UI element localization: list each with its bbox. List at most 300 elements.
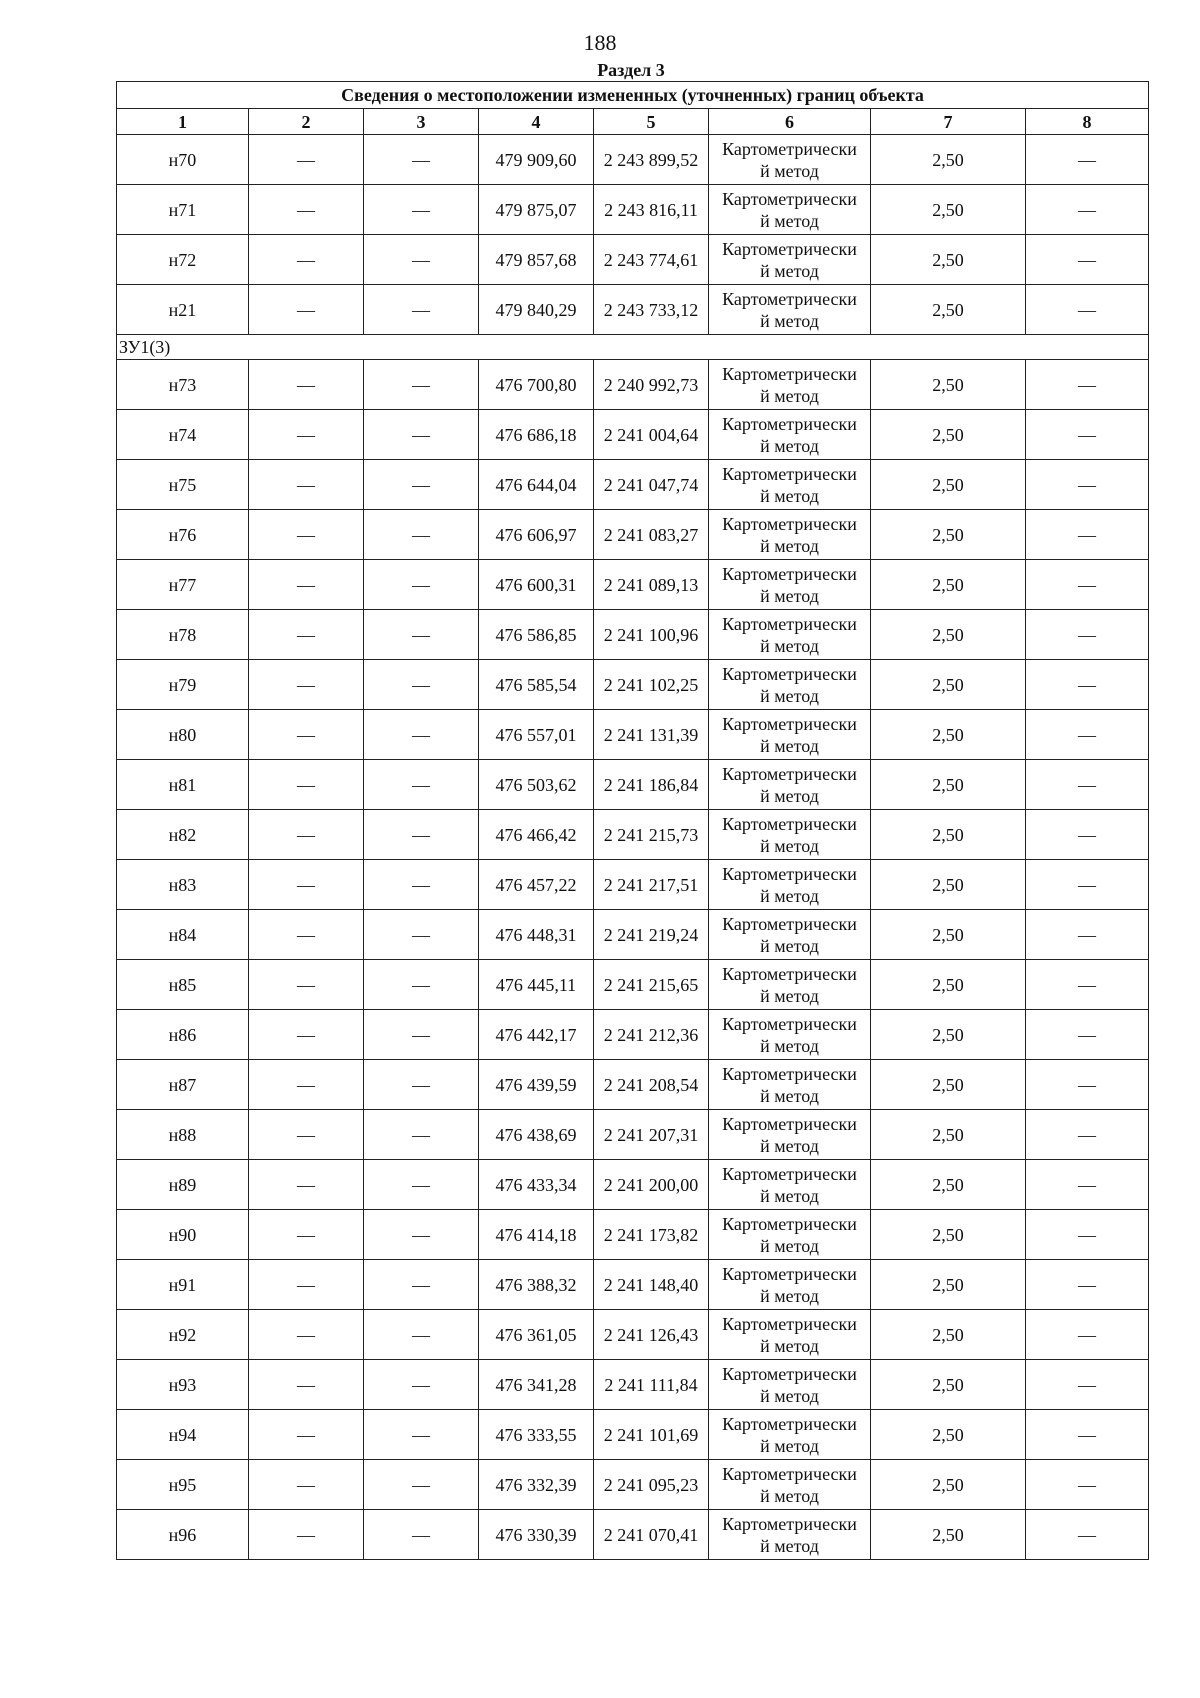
method-line: Картометрически	[722, 963, 857, 984]
method-line: й метод	[760, 435, 819, 456]
method-line: й метод	[760, 210, 819, 231]
table-row	[117, 510, 1149, 560]
empty-dash-cell: —	[1026, 1110, 1149, 1160]
empty-dash-cell: —	[249, 1210, 364, 1260]
empty-dash-cell: —	[249, 560, 364, 610]
method-cell	[709, 1210, 871, 1260]
method-cell	[709, 510, 871, 560]
method-cell	[709, 1360, 871, 1410]
empty-dash-cell: —	[1026, 960, 1149, 1010]
accuracy-cell: 2,50	[871, 1510, 1026, 1560]
table-row	[117, 1160, 1149, 1210]
method-line: Картометрически	[722, 1113, 857, 1134]
point-cell: н87	[117, 1060, 249, 1110]
x-coordinate-cell: 476 341,28	[479, 1360, 594, 1410]
method-line: й метод	[760, 1235, 819, 1256]
empty-dash-cell: —	[364, 710, 479, 760]
empty-dash-cell: —	[1026, 410, 1149, 460]
empty-dash-cell: —	[364, 410, 479, 460]
method-line: Картометрически	[722, 1263, 857, 1284]
y-coordinate-cell: 2 241 101,69	[594, 1410, 709, 1460]
empty-dash-cell: —	[249, 1060, 364, 1110]
empty-dash-cell: —	[1026, 860, 1149, 910]
method-cell	[709, 410, 871, 460]
point-cell: н89	[117, 1160, 249, 1210]
x-coordinate-cell: 476 466,42	[479, 810, 594, 860]
y-coordinate-cell: 2 241 148,40	[594, 1260, 709, 1310]
empty-dash-cell: —	[364, 1460, 479, 1510]
method-line: й метод	[760, 1435, 819, 1456]
y-coordinate-cell: 2 241 095,23	[594, 1460, 709, 1510]
column-number: 8	[1026, 109, 1149, 135]
empty-dash-cell: —	[249, 235, 364, 285]
x-coordinate-cell: 479 840,29	[479, 285, 594, 335]
table-row	[117, 1460, 1149, 1510]
method-cell	[709, 1060, 871, 1110]
table-row	[117, 660, 1149, 710]
empty-dash-cell: —	[1026, 135, 1149, 185]
empty-dash-cell: —	[1026, 1460, 1149, 1510]
accuracy-cell: 2,50	[871, 560, 1026, 610]
x-coordinate-cell: 476 700,80	[479, 360, 594, 410]
y-coordinate-cell: 2 240 992,73	[594, 360, 709, 410]
method-cell	[709, 1010, 871, 1060]
empty-dash-cell: —	[1026, 810, 1149, 860]
x-coordinate-cell: 476 388,32	[479, 1260, 594, 1310]
empty-dash-cell: —	[364, 1210, 479, 1260]
method-cell	[709, 560, 871, 610]
method-cell	[709, 135, 871, 185]
y-coordinate-cell: 2 241 070,41	[594, 1510, 709, 1560]
empty-dash-cell: —	[364, 1410, 479, 1460]
table-row	[117, 185, 1149, 235]
empty-dash-cell: —	[1026, 710, 1149, 760]
y-coordinate-cell: 2 241 212,36	[594, 1010, 709, 1060]
empty-dash-cell: —	[249, 1260, 364, 1310]
empty-dash-cell: —	[249, 135, 364, 185]
method-line: Картометрически	[722, 1163, 857, 1184]
y-coordinate-cell: 2 241 083,27	[594, 510, 709, 560]
method-line: Картометрически	[722, 1513, 857, 1534]
method-line: й метод	[760, 535, 819, 556]
accuracy-cell: 2,50	[871, 1260, 1026, 1310]
accuracy-cell: 2,50	[871, 1310, 1026, 1360]
method-cell	[709, 960, 871, 1010]
x-coordinate-cell: 476 600,31	[479, 560, 594, 610]
table-row	[117, 710, 1149, 760]
empty-dash-cell: —	[364, 460, 479, 510]
y-coordinate-cell: 2 241 173,82	[594, 1210, 709, 1260]
method-line: Картометрически	[722, 463, 857, 484]
method-line: Картометрически	[722, 913, 857, 934]
method-line: й метод	[760, 1535, 819, 1556]
accuracy-cell: 2,50	[871, 235, 1026, 285]
y-coordinate-cell: 2 241 215,65	[594, 960, 709, 1010]
method-line: Картометрически	[722, 563, 857, 584]
accuracy-cell: 2,50	[871, 610, 1026, 660]
point-cell: н78	[117, 610, 249, 660]
empty-dash-cell: —	[1026, 1160, 1149, 1210]
empty-dash-cell: —	[364, 1260, 479, 1310]
empty-dash-cell: —	[249, 860, 364, 910]
empty-dash-cell: —	[364, 910, 479, 960]
accuracy-cell: 2,50	[871, 760, 1026, 810]
point-cell: н21	[117, 285, 249, 335]
method-line: й метод	[760, 785, 819, 806]
method-line: Картометрически	[722, 1413, 857, 1434]
method-line: й метод	[760, 735, 819, 756]
method-cell	[709, 360, 871, 410]
empty-dash-cell: —	[1026, 1210, 1149, 1260]
y-coordinate-cell: 2 241 208,54	[594, 1060, 709, 1110]
x-coordinate-cell: 476 606,97	[479, 510, 594, 560]
empty-dash-cell: —	[249, 810, 364, 860]
point-cell: н83	[117, 860, 249, 910]
method-line: й метод	[760, 1385, 819, 1406]
method-cell	[709, 1110, 871, 1160]
table-caption: Сведения о местоположении измененных (уточненных) границ объекта	[117, 82, 1149, 109]
y-coordinate-cell: 2 241 186,84	[594, 760, 709, 810]
method-line: й метод	[760, 985, 819, 1006]
accuracy-cell: 2,50	[871, 285, 1026, 335]
accuracy-cell: 2,50	[871, 710, 1026, 760]
table-body	[117, 135, 1149, 1560]
method-line: й метод	[760, 685, 819, 706]
empty-dash-cell: —	[364, 610, 479, 660]
method-line: Картометрически	[722, 1063, 857, 1084]
y-coordinate-cell: 2 241 126,43	[594, 1310, 709, 1360]
x-coordinate-cell: 479 909,60	[479, 135, 594, 185]
x-coordinate-cell: 476 414,18	[479, 1210, 594, 1260]
empty-dash-cell: —	[249, 1410, 364, 1460]
accuracy-cell: 2,50	[871, 460, 1026, 510]
x-coordinate-cell: 476 433,34	[479, 1160, 594, 1210]
empty-dash-cell: —	[364, 285, 479, 335]
method-cell	[709, 810, 871, 860]
method-line: Картометрически	[722, 813, 857, 834]
accuracy-cell: 2,50	[871, 960, 1026, 1010]
y-coordinate-cell: 2 243 899,52	[594, 135, 709, 185]
point-cell: н88	[117, 1110, 249, 1160]
method-cell	[709, 760, 871, 810]
table-row	[117, 1110, 1149, 1160]
x-coordinate-cell: 476 686,18	[479, 410, 594, 460]
empty-dash-cell: —	[364, 560, 479, 610]
point-cell: н75	[117, 460, 249, 510]
column-number: 3	[364, 109, 479, 135]
point-cell: н94	[117, 1410, 249, 1460]
point-cell: н72	[117, 235, 249, 285]
accuracy-cell: 2,50	[871, 1160, 1026, 1210]
x-coordinate-cell: 476 557,01	[479, 710, 594, 760]
method-line: й метод	[760, 1285, 819, 1306]
column-number: 1	[117, 109, 249, 135]
y-coordinate-cell: 2 241 215,73	[594, 810, 709, 860]
method-line: й метод	[760, 1035, 819, 1056]
empty-dash-cell: —	[1026, 910, 1149, 960]
empty-dash-cell: —	[249, 910, 364, 960]
method-line: й метод	[760, 1485, 819, 1506]
empty-dash-cell: —	[364, 1010, 479, 1060]
empty-dash-cell: —	[249, 410, 364, 460]
column-number: 7	[871, 109, 1026, 135]
point-cell: н74	[117, 410, 249, 460]
table-row	[117, 285, 1149, 335]
point-cell: н96	[117, 1510, 249, 1560]
accuracy-cell: 2,50	[871, 660, 1026, 710]
empty-dash-cell: —	[364, 1360, 479, 1410]
method-line: й метод	[760, 160, 819, 181]
method-line: й метод	[760, 485, 819, 506]
table-row	[117, 1360, 1149, 1410]
table-row	[117, 760, 1149, 810]
method-line: й метод	[760, 385, 819, 406]
method-line: й метод	[760, 935, 819, 956]
y-coordinate-cell: 2 241 200,00	[594, 1160, 709, 1210]
table-row	[117, 960, 1149, 1010]
table-row	[117, 1010, 1149, 1060]
accuracy-cell: 2,50	[871, 860, 1026, 910]
group-label: ЗУ1(3)	[117, 335, 1149, 360]
method-cell	[709, 660, 871, 710]
empty-dash-cell: —	[1026, 560, 1149, 610]
method-line: й метод	[760, 310, 819, 331]
method-line: Картометрически	[722, 1013, 857, 1034]
empty-dash-cell: —	[249, 285, 364, 335]
method-cell	[709, 1160, 871, 1210]
x-coordinate-cell: 476 442,17	[479, 1010, 594, 1060]
accuracy-cell: 2,50	[871, 510, 1026, 560]
y-coordinate-cell: 2 241 102,25	[594, 660, 709, 710]
empty-dash-cell: —	[1026, 235, 1149, 285]
point-cell: н91	[117, 1260, 249, 1310]
accuracy-cell: 2,50	[871, 810, 1026, 860]
method-cell	[709, 610, 871, 660]
method-line: Картометрически	[722, 613, 857, 634]
empty-dash-cell: —	[1026, 1410, 1149, 1460]
method-cell	[709, 910, 871, 960]
y-coordinate-cell: 2 241 217,51	[594, 860, 709, 910]
x-coordinate-cell: 476 438,69	[479, 1110, 594, 1160]
x-coordinate-cell: 476 445,11	[479, 960, 594, 1010]
method-line: й метод	[760, 635, 819, 656]
point-cell: н82	[117, 810, 249, 860]
point-cell: н85	[117, 960, 249, 1010]
method-line: й метод	[760, 1335, 819, 1356]
point-cell: н81	[117, 760, 249, 810]
table-row	[117, 235, 1149, 285]
empty-dash-cell: —	[364, 1510, 479, 1560]
method-line: й метод	[760, 585, 819, 606]
accuracy-cell: 2,50	[871, 1460, 1026, 1510]
method-line: й метод	[760, 835, 819, 856]
accuracy-cell: 2,50	[871, 410, 1026, 460]
x-coordinate-cell: 476 457,22	[479, 860, 594, 910]
accuracy-cell: 2,50	[871, 1110, 1026, 1160]
x-coordinate-cell: 476 586,85	[479, 610, 594, 660]
table-row	[117, 1060, 1149, 1110]
empty-dash-cell: —	[1026, 1260, 1149, 1310]
empty-dash-cell: —	[1026, 185, 1149, 235]
point-cell: н80	[117, 710, 249, 760]
y-coordinate-cell: 2 243 774,61	[594, 235, 709, 285]
y-coordinate-cell: 2 241 100,96	[594, 610, 709, 660]
table-row	[117, 1410, 1149, 1460]
empty-dash-cell: —	[1026, 1060, 1149, 1110]
point-cell: н77	[117, 560, 249, 610]
method-cell	[709, 285, 871, 335]
empty-dash-cell: —	[249, 1160, 364, 1210]
empty-dash-cell: —	[364, 510, 479, 560]
page-number: 188	[583, 30, 617, 55]
empty-dash-cell: —	[249, 1510, 364, 1560]
y-coordinate-cell: 2 243 816,11	[594, 185, 709, 235]
point-cell: н86	[117, 1010, 249, 1060]
table-row	[117, 410, 1149, 460]
x-coordinate-cell: 476 333,55	[479, 1410, 594, 1460]
empty-dash-cell: —	[364, 1060, 479, 1110]
boundary-coordinates-table	[116, 81, 1149, 1560]
method-line: Картометрически	[722, 363, 857, 384]
column-number: 6	[709, 109, 871, 135]
x-coordinate-cell: 476 361,05	[479, 1310, 594, 1360]
method-line: Картометрически	[722, 413, 857, 434]
empty-dash-cell: —	[364, 660, 479, 710]
table-row	[117, 610, 1149, 660]
point-cell: н79	[117, 660, 249, 710]
point-cell: н71	[117, 185, 249, 235]
empty-dash-cell: —	[249, 185, 364, 235]
empty-dash-cell: —	[1026, 460, 1149, 510]
empty-dash-cell: —	[249, 1110, 364, 1160]
method-line: й метод	[760, 1135, 819, 1156]
method-line: Картометрически	[722, 1463, 857, 1484]
point-cell: н93	[117, 1360, 249, 1410]
empty-dash-cell: —	[364, 360, 479, 410]
x-coordinate-cell: 479 875,07	[479, 185, 594, 235]
method-line: Картометрически	[722, 138, 857, 159]
empty-dash-cell: —	[364, 860, 479, 910]
accuracy-cell: 2,50	[871, 910, 1026, 960]
point-cell: н90	[117, 1210, 249, 1260]
empty-dash-cell: —	[1026, 610, 1149, 660]
table-row	[117, 860, 1149, 910]
method-cell	[709, 185, 871, 235]
point-cell: н92	[117, 1310, 249, 1360]
table-row	[117, 560, 1149, 610]
method-line: Картометрически	[722, 238, 857, 259]
y-coordinate-cell: 2 241 219,24	[594, 910, 709, 960]
method-line: й метод	[760, 260, 819, 281]
accuracy-cell: 2,50	[871, 1360, 1026, 1410]
x-coordinate-cell: 476 644,04	[479, 460, 594, 510]
section-title: Раздел 3	[597, 60, 665, 80]
method-line: Картометрически	[722, 763, 857, 784]
accuracy-cell: 2,50	[871, 135, 1026, 185]
method-line: Картометрически	[722, 1313, 857, 1334]
method-cell	[709, 235, 871, 285]
method-line: Картометрически	[722, 1213, 857, 1234]
method-cell	[709, 1460, 871, 1510]
empty-dash-cell: —	[249, 1310, 364, 1360]
method-line: й метод	[760, 1085, 819, 1106]
table-row	[117, 360, 1149, 410]
empty-dash-cell: —	[364, 960, 479, 1010]
x-coordinate-cell: 476 503,62	[479, 760, 594, 810]
method-cell	[709, 1410, 871, 1460]
empty-dash-cell: —	[364, 760, 479, 810]
empty-dash-cell: —	[364, 1110, 479, 1160]
empty-dash-cell: —	[364, 1160, 479, 1210]
x-coordinate-cell: 479 857,68	[479, 235, 594, 285]
x-coordinate-cell: 476 448,31	[479, 910, 594, 960]
method-line: й метод	[760, 885, 819, 906]
x-coordinate-cell: 476 439,59	[479, 1060, 594, 1110]
table-row	[117, 1310, 1149, 1360]
empty-dash-cell: —	[249, 610, 364, 660]
method-line: Картометрически	[722, 863, 857, 884]
point-cell: н76	[117, 510, 249, 560]
column-number-row	[117, 109, 1149, 135]
method-cell	[709, 710, 871, 760]
empty-dash-cell: —	[1026, 1360, 1149, 1410]
group-row	[117, 335, 1149, 360]
empty-dash-cell: —	[1026, 660, 1149, 710]
y-coordinate-cell: 2 241 207,31	[594, 1110, 709, 1160]
y-coordinate-cell: 2 243 733,12	[594, 285, 709, 335]
y-coordinate-cell: 2 241 047,74	[594, 460, 709, 510]
table-row	[117, 910, 1149, 960]
empty-dash-cell: —	[249, 460, 364, 510]
accuracy-cell: 2,50	[871, 1060, 1026, 1110]
table-row	[117, 135, 1149, 185]
empty-dash-cell: —	[1026, 1010, 1149, 1060]
y-coordinate-cell: 2 241 089,13	[594, 560, 709, 610]
point-cell: н70	[117, 135, 249, 185]
empty-dash-cell: —	[249, 710, 364, 760]
method-line: й метод	[760, 1185, 819, 1206]
x-coordinate-cell: 476 332,39	[479, 1460, 594, 1510]
empty-dash-cell: —	[249, 1460, 364, 1510]
empty-dash-cell: —	[249, 1010, 364, 1060]
point-cell: н84	[117, 910, 249, 960]
method-line: Картометрически	[722, 713, 857, 734]
empty-dash-cell: —	[249, 760, 364, 810]
method-line: Картометрически	[722, 188, 857, 209]
method-line: Картометрически	[722, 663, 857, 684]
table-row	[117, 1260, 1149, 1310]
empty-dash-cell: —	[249, 510, 364, 560]
column-number: 2	[249, 109, 364, 135]
empty-dash-cell: —	[1026, 285, 1149, 335]
empty-dash-cell: —	[249, 1360, 364, 1410]
table-row	[117, 1510, 1149, 1560]
method-line: Картометрически	[722, 513, 857, 534]
method-cell	[709, 460, 871, 510]
point-cell: н73	[117, 360, 249, 410]
point-cell: н95	[117, 1460, 249, 1510]
empty-dash-cell: —	[1026, 360, 1149, 410]
empty-dash-cell: —	[364, 185, 479, 235]
accuracy-cell: 2,50	[871, 185, 1026, 235]
empty-dash-cell: —	[1026, 760, 1149, 810]
method-cell	[709, 860, 871, 910]
y-coordinate-cell: 2 241 004,64	[594, 410, 709, 460]
empty-dash-cell: —	[364, 135, 479, 185]
empty-dash-cell: —	[249, 360, 364, 410]
method-cell	[709, 1510, 871, 1560]
table-row	[117, 1210, 1149, 1260]
